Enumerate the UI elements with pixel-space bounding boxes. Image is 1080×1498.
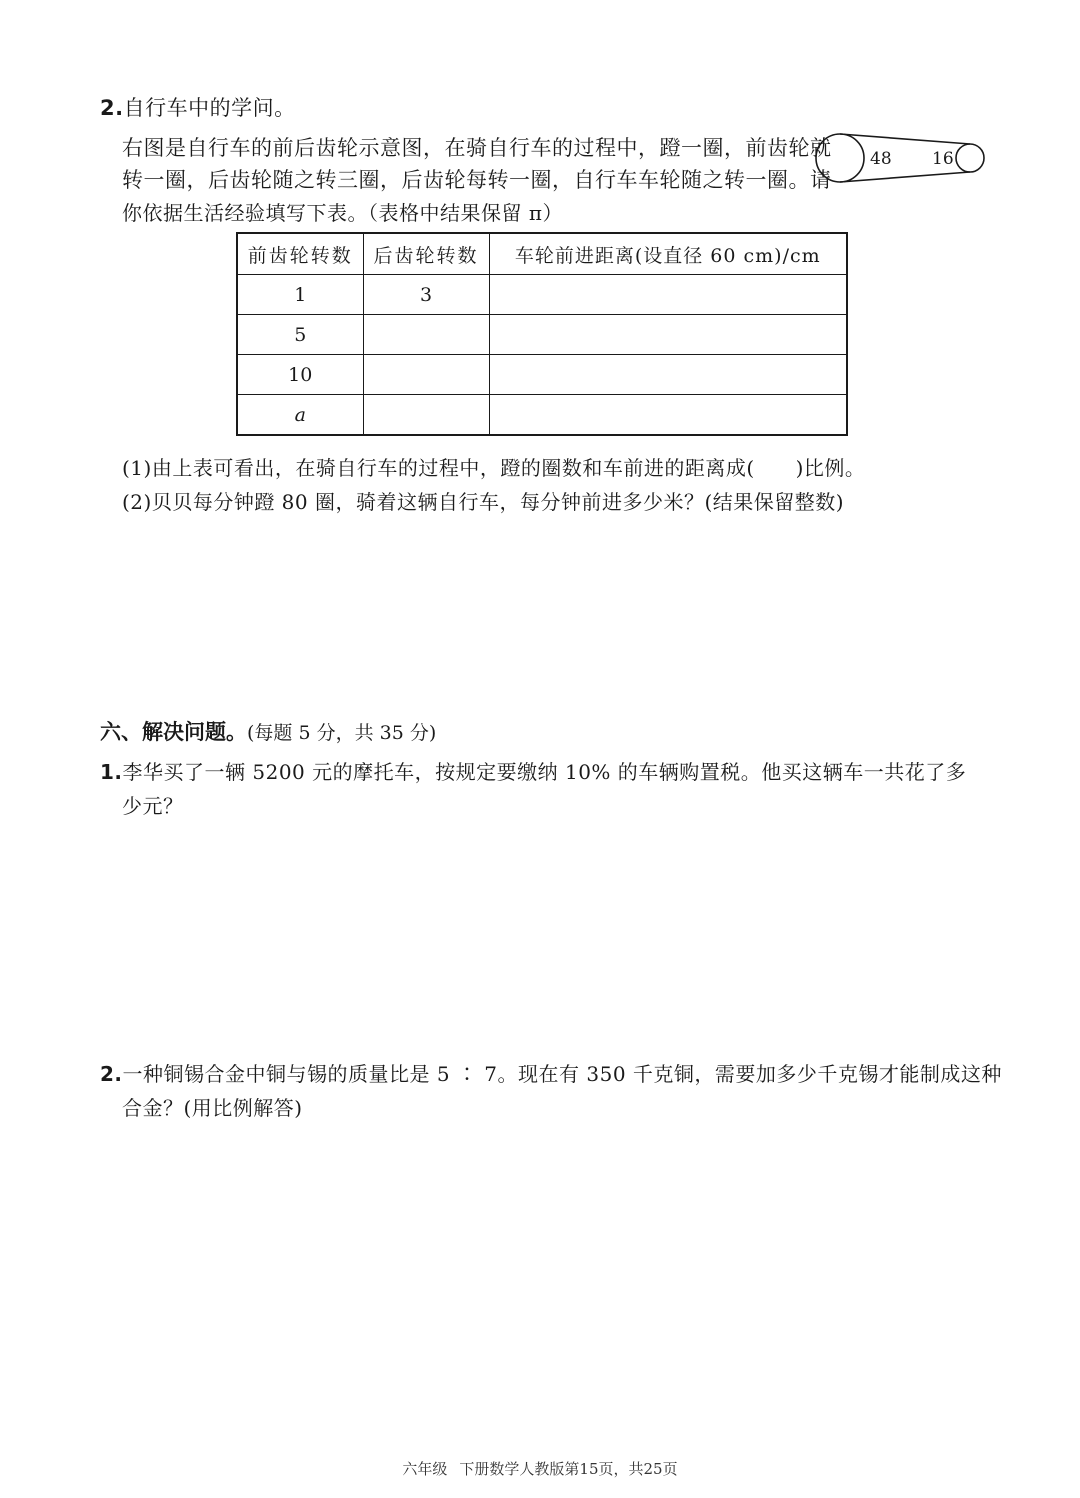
section-6-heading [100, 716, 436, 746]
question-2-title [100, 92, 296, 122]
sub-question-1: (1)由上表可看出，在骑自行车的过程中，蹬的圈数和车前进的距离成( )比例。 [122, 456, 866, 480]
footer-grade: 六年级 [402, 1460, 448, 1478]
problem-text: 一种铜锡合金中铜与锡的质量比是 5 ∶ 7。现在有 350 千克铜，需要加多少千克锡才能制成这种 [122, 1062, 1002, 1086]
cell-distance[interactable] [489, 355, 847, 395]
cell-rear: 3 [363, 275, 489, 315]
gear-diagram [812, 130, 992, 190]
problem-1-line-2: 少元？ [122, 794, 184, 818]
paragraph-line-1: 右图是自行车的前后齿轮示意图，在骑自行车的过程中，蹬一圈，前齿轮就 [122, 136, 832, 160]
header-rear-gear: 后齿轮转数 [363, 233, 489, 275]
table-header-row [237, 233, 847, 275]
section-heading-text: 六、解决问题。 [100, 720, 247, 744]
sub-question-2: (2)贝贝每分钟蹬 80 圈，骑着这辆自行车，每分钟前进多少米？(结果保留整数) [122, 490, 845, 514]
header-distance: 车轮前进距离(设直径 60 cm)/cm [489, 233, 847, 275]
problem-2-line-2: 合金？(用比例解答) [122, 1096, 303, 1120]
chain-top [840, 134, 970, 144]
header-front-gear: 前齿轮转数 [237, 233, 363, 275]
cell-rear[interactable] [363, 315, 489, 355]
table-row [237, 275, 847, 315]
cell-front: a [237, 395, 363, 436]
paragraph-line-3: 你依据生活经验填写下表。（表格中结果保留 π） [122, 201, 564, 225]
rear-teeth-label: 16 [932, 149, 954, 169]
table-row [237, 355, 847, 395]
cell-distance[interactable] [489, 275, 847, 315]
front-teeth-label: 48 [870, 149, 892, 169]
gear-table [236, 232, 848, 436]
section-score-note: (每题 5 分，共 35 分) [247, 722, 437, 744]
table-row [237, 395, 847, 436]
front-gear [816, 134, 864, 182]
footer-page-info: 下册数学人教版第15页，共25页 [459, 1460, 678, 1478]
problem-text: 李华买了一辆 5200 元的摩托车，按规定要缴纳 10% 的车辆购置税。他买这辆车一共花了多 [122, 760, 967, 784]
paragraph-line-2: 转一圈，后齿轮随之转三圈，后齿轮每转一圈，自行车车轮随之转一圈。请 [122, 168, 832, 192]
problem-number: 2. [100, 1062, 123, 1086]
problem-1-line-1 [100, 756, 966, 785]
cell-distance[interactable] [489, 395, 847, 436]
cell-rear[interactable] [363, 355, 489, 395]
page-footer [0, 1458, 1080, 1479]
cell-front: 5 [237, 315, 363, 355]
question-number: 2. [100, 96, 124, 120]
problem-number: 1. [100, 760, 123, 784]
problem-2-line-1 [100, 1058, 1002, 1087]
cell-distance[interactable] [489, 315, 847, 355]
cell-front: 10 [237, 355, 363, 395]
rear-gear [956, 144, 984, 172]
table-row [237, 315, 847, 355]
cell-front: 1 [237, 275, 363, 315]
cell-rear[interactable] [363, 395, 489, 436]
question-title-text: 自行车中的学问。 [123, 96, 296, 120]
chain-bottom [840, 172, 970, 182]
